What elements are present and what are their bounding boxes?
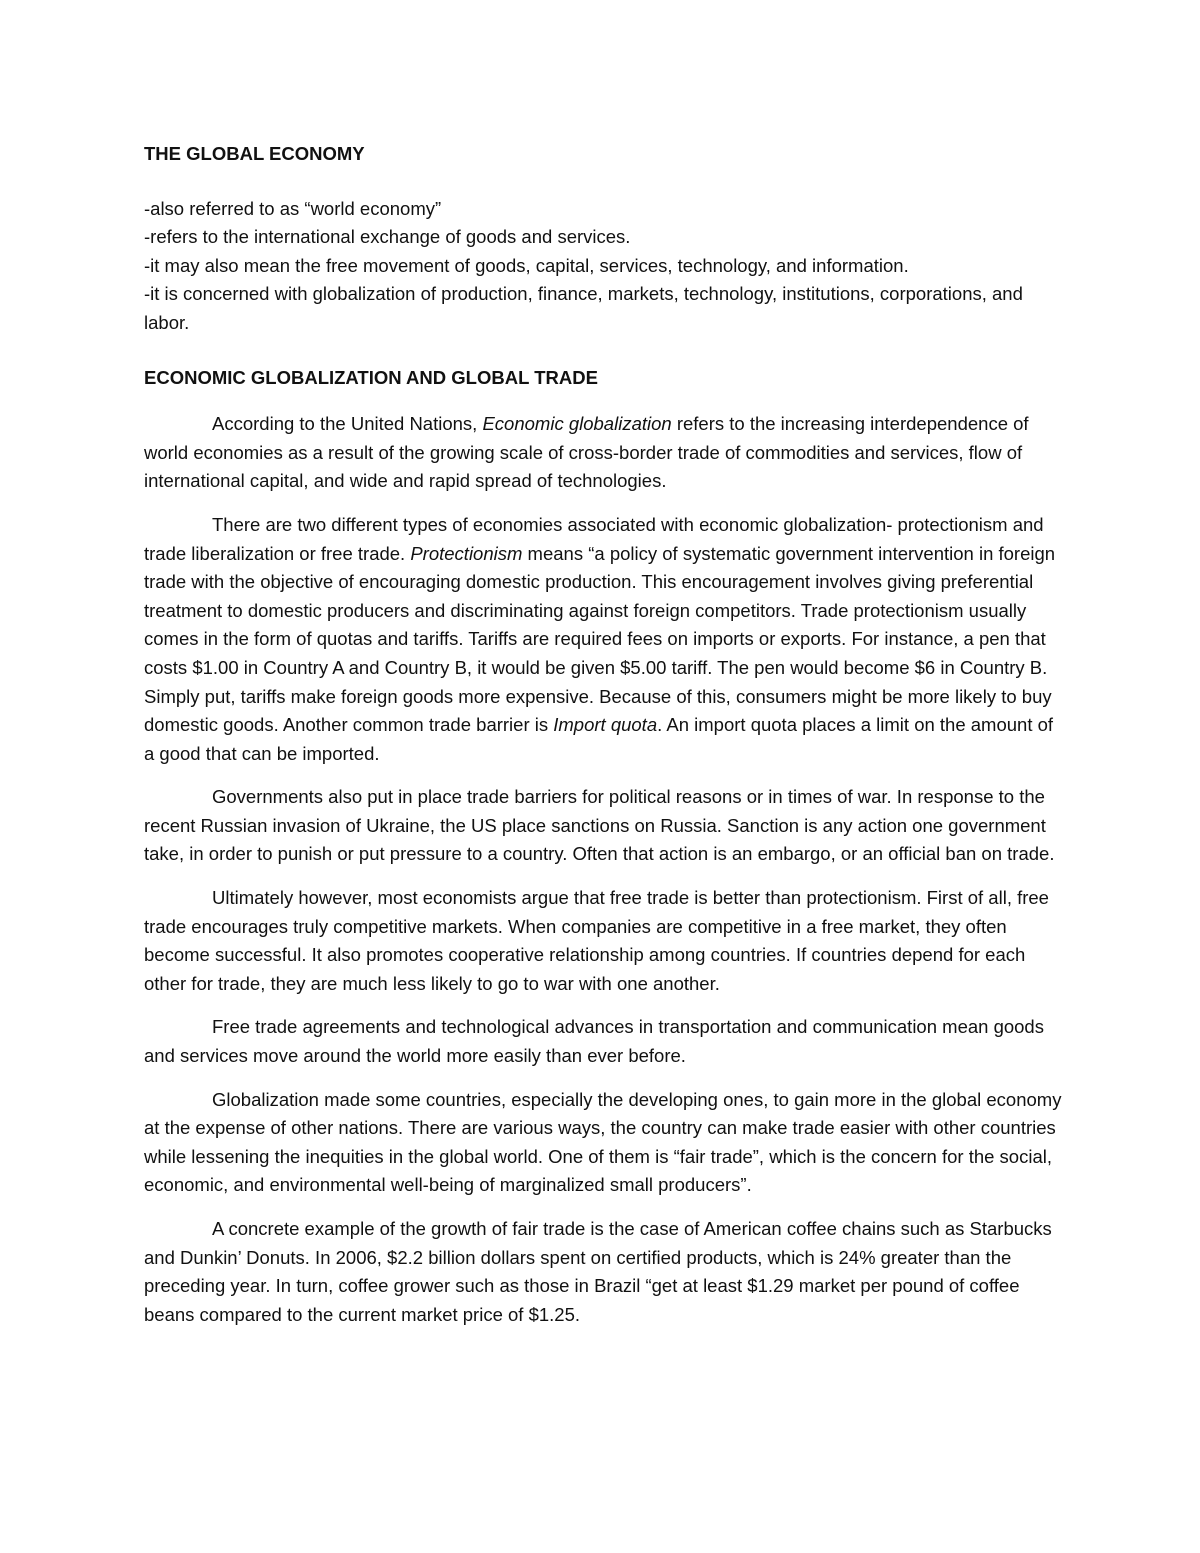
text-run: There are two different types of economies associated with economic globalization- protectionism and trade liberalization or free trade. <box>144 513 1044 564</box>
document-page <box>144 140 1064 1344</box>
section-title-economic-globalization: ECONOMIC GLOBALIZATION AND GLOBAL TRADE <box>144 366 598 388</box>
paragraph-free-trade: Ultimately however, most economists argue that free trade is better than protectionism. First of all, free trade encourages truly competitive markets. When companies are competitive in a free market, they often become successful. It also promotes cooperative relationship among countries. If countries depend for each other for trade, they are much less likely to go to war with one another. <box>144 887 1049 994</box>
section-title-global-economy: THE GLOBAL ECONOMY <box>144 143 365 164</box>
text-run: According to the United Nations, <box>212 413 483 435</box>
paragraph-trade-agreements: Free trade agreements and technological advances in transportation and communication mean goods and services move around the world more easily than ever before. <box>144 1016 1044 1067</box>
paragraph-coffee-example: A concrete example of the growth of fair trade is the case of American coffee chains such as Starbucks and Dunkin’ Donuts. In 2006, $2.2 billion dollars spent on certified products, which is 24% greater than the preceding year. In turn, coffee grower such as those in Brazil “get at least $1.29 market per pound of coffee beans compared to the current market price of $1.25. <box>144 1218 1052 1325</box>
definition-list <box>144 195 1064 338</box>
text-run: means “a policy of systematic government intervention in foreign trade with the objective of encouraging domestic production. This encouragement involves giving preferential treatment to domestic producers and discriminating against foreign competitors. Trade protectionism usually comes in the form of quotas and tariffs. Tariffs are required fees on imports or exports. For instance, a pen that costs $1.00 in Country A and Country B, it would be given $5.00 tariff. The pen would become $6 in Country B. Simply put, tariffs make foreign goods more expensive. Because of this, consumers might be more likely to buy domestic goods. Another common trade barrier is <box>144 542 1056 736</box>
paragraph-protectionism <box>144 511 1064 768</box>
spacer <box>144 169 1064 195</box>
text-run: refers to the increasing interdependence of world economies as a result of the growing scale of cross-border trade of commodities and services, flow of international capital, and wide and rapid spread of technologies. <box>144 413 1029 492</box>
definition-line: -refers to the international exchange of goods and services. <box>144 226 631 248</box>
italic-term: Import quota <box>553 714 658 736</box>
italic-term: Economic globalization <box>482 413 672 435</box>
definition-line: -it is concerned with globalization of production, finance, markets, technology, institutions, corporations, and labor. <box>144 283 1023 333</box>
paragraph-fair-trade: Globalization made some countries, especially the developing ones, to gain more in the global economy at the expense of other nations. There are various ways, the country can make trade easier with other countries while lessening the inequities in the global world. One of them is “fair trade”, which is the concern for the social, economic, and environmental well-being of marginalized small producers”. <box>144 1088 1062 1196</box>
definition-line: -also referred to as “world economy” <box>144 197 442 219</box>
definition-line: -it may also mean the free movement of goods, capital, services, technology, and information. <box>144 254 909 276</box>
spacer <box>144 338 1064 364</box>
text-run: . An import quota places a limit on the amount of a good that can be imported. <box>144 714 1054 764</box>
italic-term: Protectionism <box>410 542 523 564</box>
paragraph-sanctions: Governments also put in place trade barriers for political reasons or in times of war. In response to the recent Russian invasion of Ukraine, the US place sanctions on Russia. Sanction is any action one government take, in order to punish or put pressure to a country. Often that action is an embargo, or an official ban on trade. <box>144 786 1055 865</box>
paragraph-un-definition <box>144 410 1064 496</box>
